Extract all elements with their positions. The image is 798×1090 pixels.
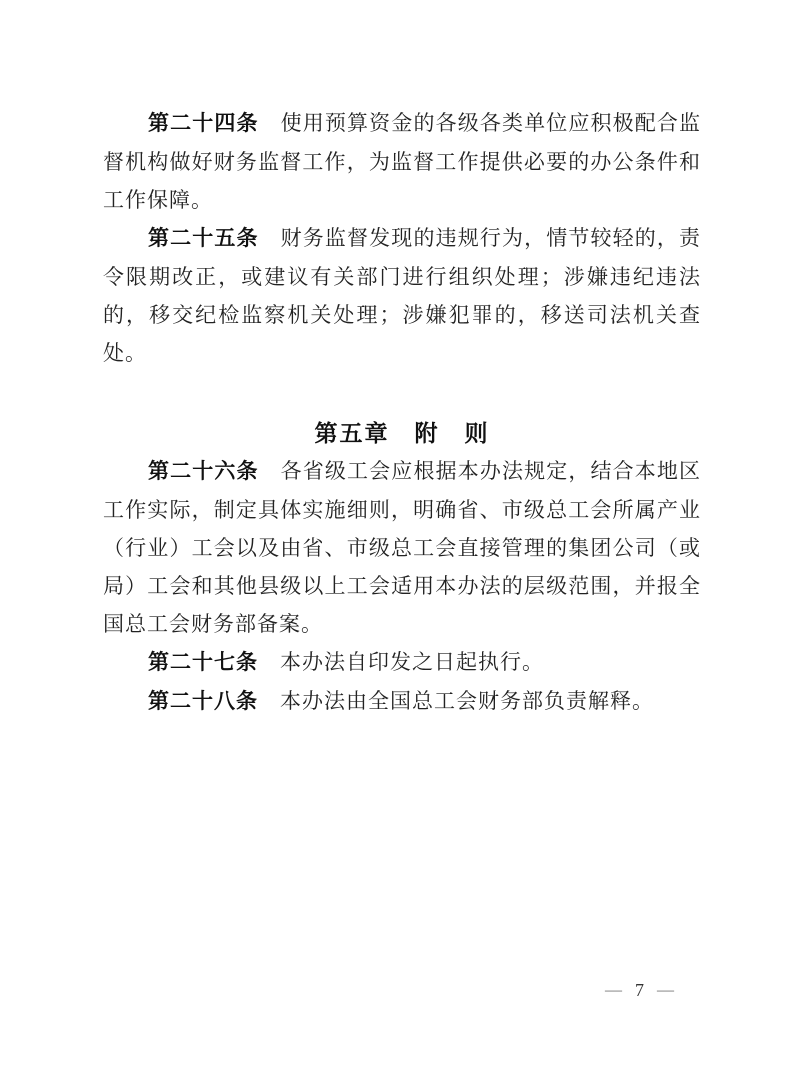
- article-26-text: 各省级工会应根据本办法规定，结合本地区工作实际，制定具体实施细则，明确省、市级总工会所属产业（行业）工会以及由省、市级总工会直接管理的集团公司（或局）工会和其他县级以上工会适用本办法的层级范围，并报全国总工会财务部备案。: [103, 459, 702, 636]
- article-28-text: 本办法由全国总工会财务部负责解释。: [280, 689, 654, 713]
- article-27-text: 本办法自印发之日起执行。: [280, 650, 544, 674]
- article-26-label: 第二十六条: [148, 460, 259, 483]
- page-number: 7: [635, 980, 644, 1000]
- article-25-text: 财务监督发现的违规行为，情节较轻的，责令限期改正，或建议有关部门进行组织处理；涉嫌违纪违法的，移交纪检监察机关处理；涉嫌犯罪的，移送司法机关查处。: [103, 226, 702, 365]
- footer-dash-left: —: [605, 980, 622, 999]
- footer-dash-right: —: [657, 980, 674, 999]
- page-footer: [605, 980, 674, 1000]
- article-24-paragraph: [103, 104, 701, 219]
- article-28-paragraph: [103, 682, 701, 721]
- article-28-label: 第二十八条: [148, 690, 258, 713]
- document-body: [103, 104, 701, 721]
- article-26-paragraph: [103, 452, 701, 643]
- chapter-5-heading: 第五章 附 则: [314, 420, 490, 446]
- article-27-paragraph: [103, 643, 701, 682]
- article-24-text: 使用预算资金的各级各类单位应积极配合监督机构做好财务监督工作，为监督工作提供必要的办公条件和工作保障。: [103, 111, 702, 212]
- article-25-paragraph: [103, 219, 701, 372]
- article-27-label: 第二十七条: [148, 651, 258, 674]
- article-25-label: 第二十五条: [148, 227, 259, 250]
- article-24-label: 第二十四条: [148, 112, 259, 135]
